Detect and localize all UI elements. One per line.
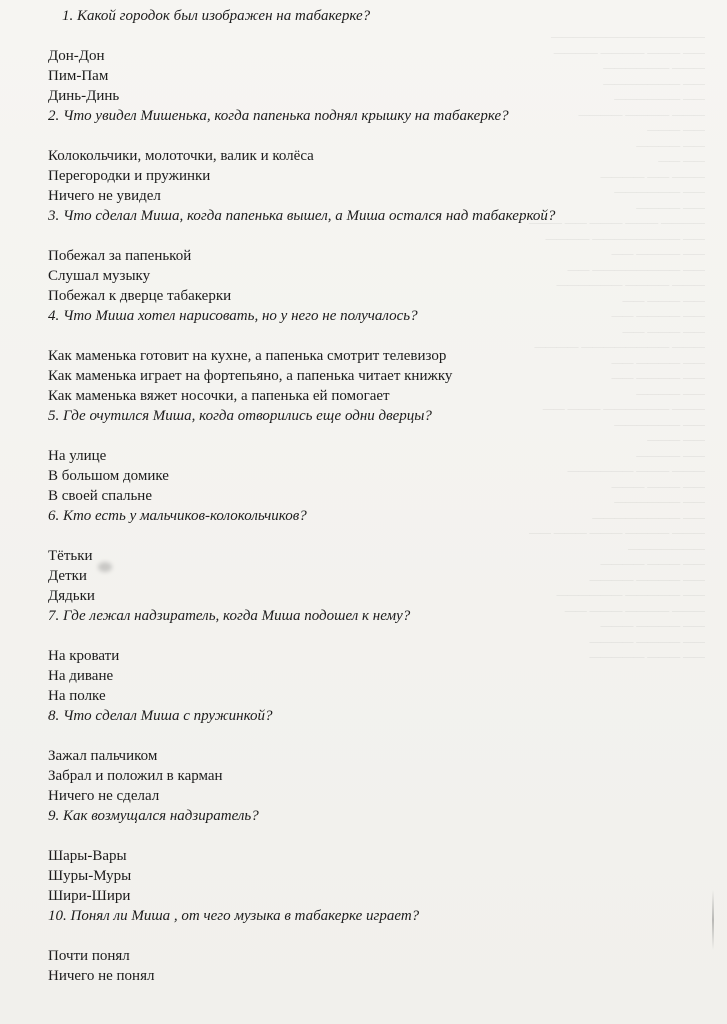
answer-option: Ничего не сделал	[48, 788, 160, 804]
answer-option: Ничего не увидел	[48, 188, 161, 204]
spacer	[48, 826, 688, 846]
question-text: 3. Что сделал Миша, когда папенька вышел, а Миша остался над табакеркой?	[48, 208, 556, 224]
spacer	[48, 626, 688, 646]
answer-option: Детки	[48, 568, 87, 584]
answer-option: Колокольчики, молоточки, валик и колёса	[48, 148, 314, 164]
question-text: 7. Где лежал надзиратель, когда Миша подошел к нему?	[48, 608, 411, 624]
answer-option: На улице	[48, 448, 107, 464]
spacer	[48, 26, 688, 46]
quiz-content	[48, 6, 688, 986]
answer-option: Шуры-Муры	[48, 868, 132, 884]
answer-option: Шири-Шири	[48, 888, 131, 904]
question-text: 2. Что увидел Мишенька, когда папенька поднял крышку на табакерке?	[48, 108, 509, 124]
answer-option: Почти понял	[48, 948, 130, 964]
answer-option: Побежал к дверце табакерки	[48, 288, 232, 304]
question-text: 5. Где очутился Миша, когда отворились еще одни дверцы?	[48, 408, 432, 424]
question-text: 9. Как возмущался надзиратель?	[48, 808, 259, 824]
answer-option: Слушал музыку	[48, 268, 151, 284]
question-text: 1. Какой городок был изображен на табакерке?	[62, 8, 371, 24]
answer-option: Шары-Вары	[48, 848, 127, 864]
scan-smudge	[98, 562, 112, 572]
answer-option: На диване	[48, 668, 114, 684]
question-text: 6. Кто есть у мальчиков-колокольчиков?	[48, 508, 307, 524]
answer-option: Дон-Дон	[48, 48, 105, 64]
answer-option: Динь-Динь	[48, 88, 120, 104]
spacer	[48, 426, 688, 446]
spacer	[48, 326, 688, 346]
answer-option: Забрал и положил в карман	[48, 768, 223, 784]
answer-option: Как маменька играет на фортепьяно, а папенька читает книжку	[48, 368, 453, 384]
answer-option: Тётьки	[48, 548, 93, 564]
answer-option: Побежал за папенькой	[48, 248, 192, 264]
question-text: 4. Что Миша хотел нарисовать, но у него не получалось?	[48, 308, 418, 324]
answer-option: Зажал пальчиком	[48, 748, 158, 764]
answer-option: Дядьки	[48, 588, 95, 604]
answer-option: В своей спальне	[48, 488, 152, 504]
answer-option: Ничего не понял	[48, 968, 155, 984]
spacer	[48, 226, 688, 246]
scan-mark	[712, 890, 714, 950]
spacer	[48, 526, 688, 546]
answer-option: В большом домике	[48, 468, 169, 484]
spacer	[48, 126, 688, 146]
spacer	[48, 726, 688, 746]
answer-option: Перегородки и пружинки	[48, 168, 211, 184]
answer-option: Пим-Пам	[48, 68, 109, 84]
question-text: 10. Понял ли Миша , от чего музыка в табакерке играет?	[48, 908, 420, 924]
bleed-through-text: —————————————— —— ——— ———— ———— ——— —————— —— ——————— —— —————— ——— ———— ———— —— ——— —— ———— —— —— ——— —— ———— —— —————— —— ———— ———— ——— ——— —— ——— —— ———————— ———— —— ———— —— —— ———————— —— ——— ———— —————— —— ——— —— —— ———— —— —— ——— —— ——— ———————— ———— —— ———— —— —— ———— —— —— ———— ——— —————— ——— —— —— —————— —— ——— —— ———— ——— ——— —————— —— ——— ——— —— —————— —— ———————— ——— ———— ——— ——— —— ——————— —— ——— ———— —— ———— ———— —— ————— —————— ——— ———— ——— —— —— ———— ——— —— ———— ———— —— ——— —————	[529, 31, 705, 663]
answer-option: Как маменька вяжет носочки, а папенька ей помогает	[48, 388, 390, 404]
answer-option: На кровати	[48, 648, 120, 664]
answer-option: На полке	[48, 688, 106, 704]
spacer	[48, 926, 688, 946]
question-text: 8. Что сделал Миша с пружинкой?	[48, 708, 273, 724]
answer-option: Как маменька готовит на кухне, а папенька смотрит телевизор	[48, 348, 447, 364]
